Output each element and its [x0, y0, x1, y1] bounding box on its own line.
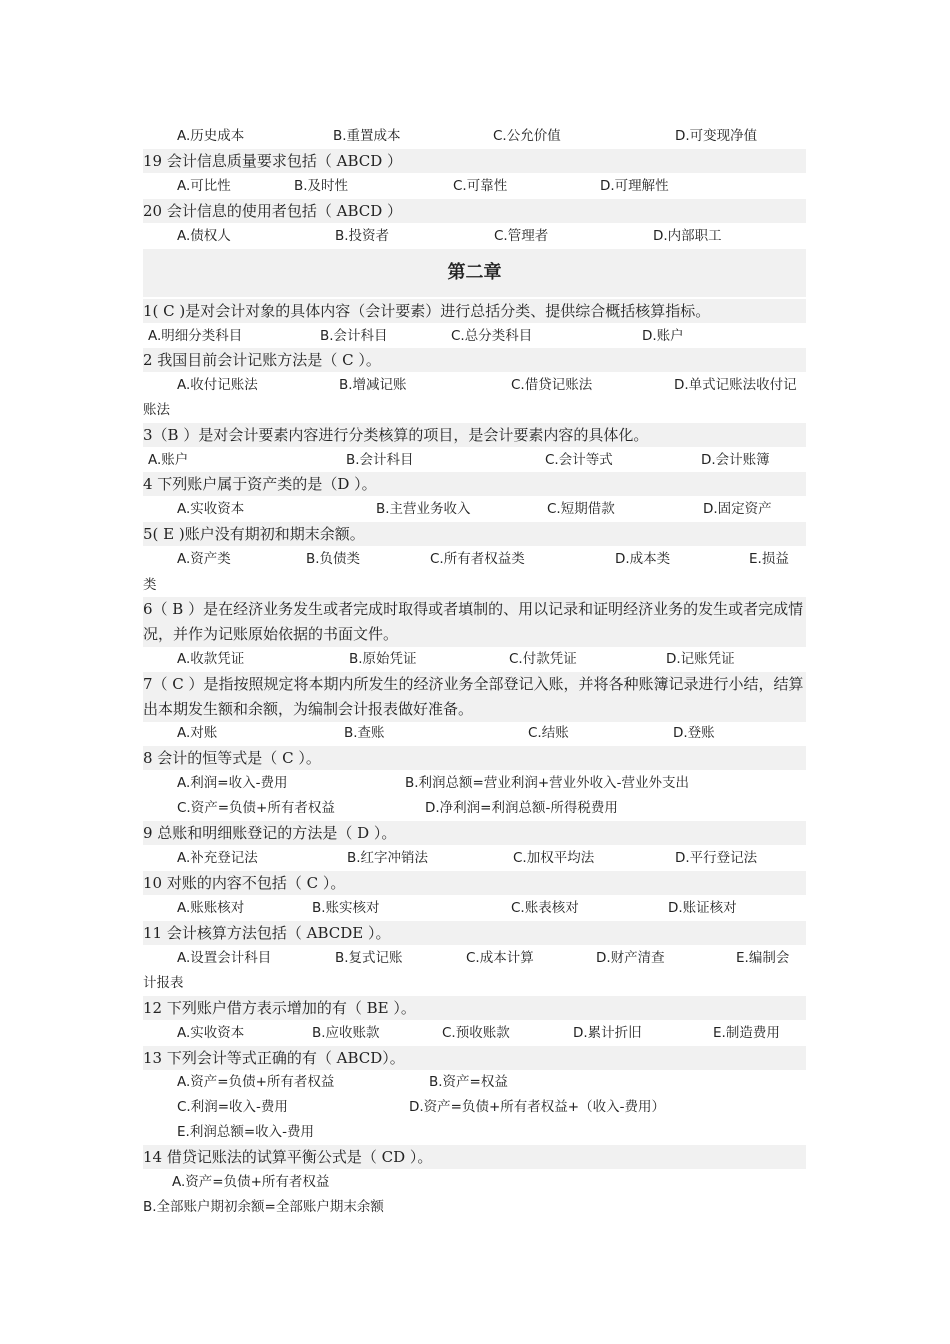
option-a: A.收款凭证: [177, 651, 245, 667]
option-e: E.利润总额=收入-费用: [177, 1124, 315, 1140]
option-a: A.补充登记法: [177, 850, 258, 866]
question-5: 5( E )账户没有期初和期末余额。: [143, 522, 806, 546]
option-c: C.成本计算: [466, 950, 534, 966]
option-d: D.记账凭证: [666, 651, 735, 667]
option-c: C.利润=收入-费用: [177, 1099, 288, 1115]
option-d: D.账户: [642, 328, 684, 344]
option-b: B.利润总额=营业利润+营业外收入-营业外支出: [405, 775, 690, 791]
options-q8-row2: [143, 796, 806, 820]
option-a: A.利润=收入-费用: [177, 775, 288, 791]
option-c: C.资产=负债+所有者权益: [177, 800, 335, 816]
option-b: B.应收账款: [312, 1025, 380, 1041]
question-1: 1( C )是对会计对象的具体内容（会计要素）进行总括分类、提供综合概括核算指标。: [143, 299, 806, 323]
chapter-heading: 第二章: [143, 249, 806, 297]
option-d: D.单式记账法收付记: [674, 377, 797, 393]
option-a: A.资产=负债+所有者权益: [177, 1074, 335, 1090]
options-q6: [143, 647, 806, 671]
option-c: C.会计等式: [545, 452, 613, 468]
question-4: 4 下列账户属于资产类的是（D ）。: [143, 472, 806, 496]
option-b: B.资产=权益: [429, 1074, 508, 1090]
question-8: 8 会计的恒等式是（ C ）。: [143, 746, 806, 770]
options-q14-row1: [143, 1170, 806, 1194]
options-q11-continuation: 计报表: [143, 975, 184, 991]
options-q19: [143, 174, 806, 198]
option-d: D.会计账簿: [701, 452, 770, 468]
option-c: C.所有者权益类: [430, 551, 525, 567]
option-b: B.及时性: [294, 178, 349, 194]
options-q4: [143, 497, 806, 521]
option-e: E.损益: [749, 551, 789, 567]
option-d: D.成本类: [615, 551, 671, 567]
option-b: B.会计科目: [346, 452, 414, 468]
question-10: 10 对账的内容不包括（ C ）。: [143, 871, 806, 895]
option-b: B.复式记账: [335, 950, 403, 966]
option-b: B.红字冲销法: [347, 850, 429, 866]
option-b: B.账实核对: [312, 900, 380, 916]
option-b: B.投资者: [335, 228, 390, 244]
options-q18: [143, 124, 806, 148]
option-d: D.内部职工: [653, 228, 722, 244]
options-q13-row1: [143, 1070, 806, 1094]
question-20: 20 会计信息的使用者包括（ ABCD ）: [143, 199, 806, 223]
option-d: D.可理解性: [600, 178, 669, 194]
option-a: A.历史成本: [177, 128, 245, 144]
options-q5: [143, 547, 806, 571]
options-q10: [143, 896, 806, 920]
option-d: D.财产清查: [596, 950, 665, 966]
option-c: C.付款凭证: [509, 651, 577, 667]
option-c: C.账表核对: [511, 900, 579, 916]
option-c: C.总分类科目: [451, 328, 533, 344]
question-11: 11 会计核算方法包括（ ABCDE ）。: [143, 921, 806, 945]
option-c: C.加权平均法: [513, 850, 595, 866]
options-q2: [143, 373, 806, 397]
question-14: 14 借贷记账法的试算平衡公式是（ CD ）。: [143, 1145, 806, 1169]
option-d: D.固定资产: [703, 501, 772, 517]
option-b: B.查账: [344, 725, 385, 741]
option-b: B.重置成本: [333, 128, 401, 144]
option-a: A.账户: [148, 452, 189, 468]
option-b: B.原始凭证: [349, 651, 417, 667]
option-a: A.收付记账法: [177, 377, 258, 393]
option-d: D.登账: [673, 725, 715, 741]
option-c: C.管理者: [494, 228, 549, 244]
question-6: 6（ B ）是在经济业务发生或者完成时取得或者填制的、用以记录和证明经济业务的发生或者完成情况，并作为记账原始依据的书面文件。: [143, 597, 806, 647]
option-a: A.资产类: [177, 551, 231, 567]
question-19: 19 会计信息质量要求包括（ ABCD ）: [143, 149, 806, 173]
option-c: C.预收账款: [442, 1025, 510, 1041]
options-q9: [143, 846, 806, 870]
option-a: A.资产=负债+所有者权益: [172, 1174, 330, 1190]
option-d: D.平行登记法: [675, 850, 758, 866]
options-q14-row2: [143, 1195, 806, 1219]
options-q8-row1: [143, 771, 806, 795]
question-3: 3（B ）是对会计要素内容进行分类核算的项目，是会计要素内容的具体化。: [143, 423, 806, 447]
option-d: D.资产=负债+所有者权益+（收入-费用）: [409, 1099, 665, 1115]
option-c: C.借贷记账法: [511, 377, 593, 393]
question-12: 12 下列账户借方表示增加的有（ BE ）。: [143, 996, 806, 1020]
option-a: A.明细分类科目: [148, 328, 243, 344]
question-9: 9 总账和明细账登记的方法是（ D ）。: [143, 821, 806, 845]
options-q12: [143, 1021, 806, 1045]
option-e: E.编制会: [736, 950, 790, 966]
question-7: 7（ C ）是指按照规定将本期内所发生的经济业务全部登记入账，并将各种账簿记录进行小结，结算出本期发生额和余额，为编制会计报表做好准备。: [143, 672, 806, 722]
option-c: C.可靠性: [453, 178, 508, 194]
options-q13-row3: [143, 1120, 806, 1144]
option-a: A.对账: [177, 725, 218, 741]
option-d: D.净利润=利润总额-所得税费用: [425, 800, 618, 816]
option-b: B.增减记账: [339, 377, 407, 393]
options-q3: [143, 448, 806, 472]
option-a: A.债权人: [177, 228, 231, 244]
option-c: C.公允价值: [493, 128, 561, 144]
option-d: D.账证核对: [668, 900, 737, 916]
options-q20: [143, 224, 806, 248]
option-a: A.可比性: [177, 178, 231, 194]
options-q13-row2: [143, 1095, 806, 1119]
options-q11: [143, 946, 806, 970]
option-b: B.会计科目: [320, 328, 388, 344]
option-c: C.短期借款: [547, 501, 615, 517]
question-2: 2 我国目前会计记账方法是（ C ）。: [143, 348, 806, 372]
question-13: 13 下列会计等式正确的有（ ABCD）。: [143, 1046, 806, 1070]
option-e: E.制造费用: [713, 1025, 780, 1041]
options-q1: [143, 324, 806, 348]
options-q5-continuation: 类: [143, 577, 157, 593]
option-b: B.全部账户期初余额=全部账户期末余额: [143, 1199, 384, 1215]
option-a: A.实收资本: [177, 501, 245, 517]
options-q7: [143, 721, 806, 745]
option-a: A.实收资本: [177, 1025, 245, 1041]
options-q2-continuation: 账法: [143, 402, 170, 418]
option-d: D.累计折旧: [573, 1025, 642, 1041]
option-d: D.可变现净值: [675, 128, 758, 144]
option-a: A.设置会计科目: [177, 950, 272, 966]
option-a: A.账账核对: [177, 900, 245, 916]
option-c: C.结账: [528, 725, 569, 741]
option-b: B.主营业务收入: [376, 501, 471, 517]
option-b: B.负债类: [306, 551, 361, 567]
